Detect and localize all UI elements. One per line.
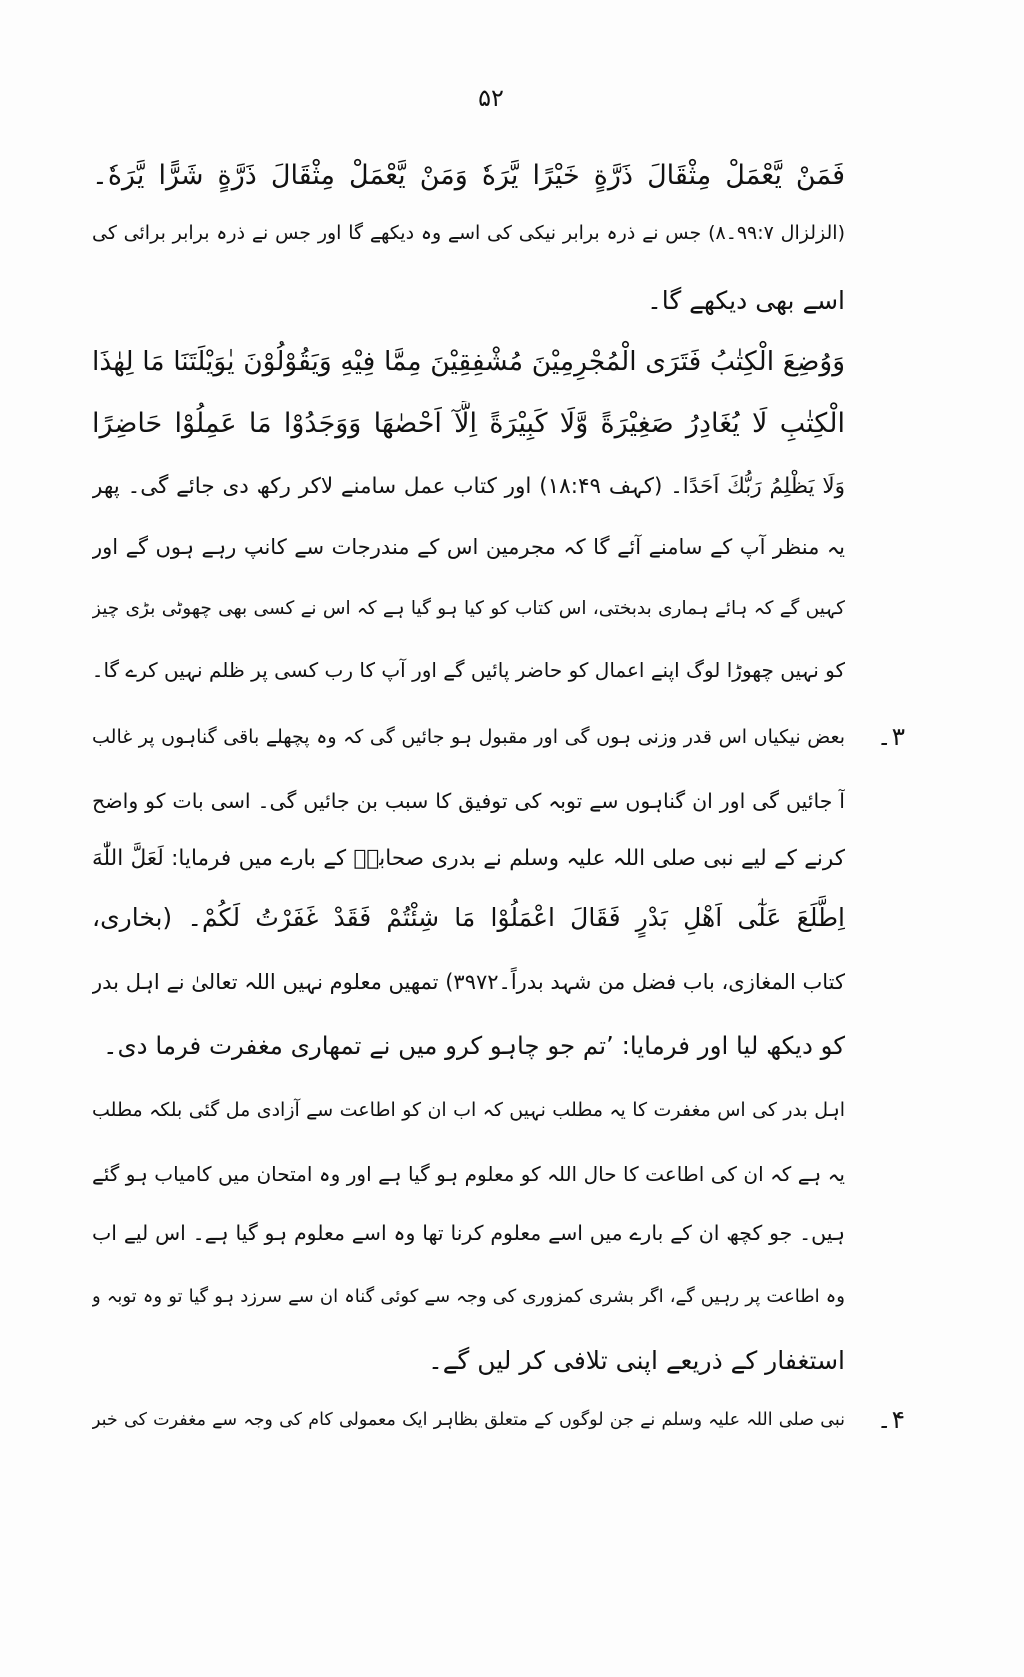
list-item-number: ۴۔ [876, 1405, 905, 1434]
paragraph-line: اہل بدر کی اس مغفرت کا یہ مطلب نہیں کہ اب ان کو اطاعت سے آزادی مل گئی بلکہ مطلب [92, 1099, 845, 1121]
paragraph-line: استغفار کے ذریعے اپنی تلافی کر لیں گے۔ [428, 1346, 845, 1375]
list-item-line: بعض نیکیاں اس قدر وزنی ہوں گی اور مقبول ہو جائیں گی کہ وہ پچھلے باقی گناہوں پر غالب [92, 726, 845, 748]
translation-line: (الزلزال ۹۹:۷۔۸) جس نے ذرہ برابر نیکی کی اسے وہ دیکھے گا اور جس نے ذرہ برابر برائی کی [92, 222, 845, 244]
list-item-number: ۳۔ [876, 722, 905, 751]
paragraph-line: وہ اطاعت پر رہیں گے، اگر بشری کمزوری کی وجہ سے کوئی گناہ ان سے سرزد ہو گیا تو وہ توبہ و [92, 1286, 845, 1307]
list-item-line: نبی صلی اللہ علیہ وسلم نے جن لوگوں کے متعلق بظاہر ایک معمولی کام کی وجہ سے مغفرت کی خبر [92, 1410, 845, 1430]
list-item-line: کتاب المغازی، باب فضل من شہد بدراً۔۳۹۷۲) تمھیں معلوم نہیں اللہ تعالیٰ نے اہل بدر [92, 970, 845, 994]
quran-verse-line: وَوُضِعَ الْكِتٰبُ فَتَرَى الْمُجْرِمِيْنَ مُشْفِقِيْنَ مِمَّا فِيْهِ وَيَقُوْلُوْنَ يٰوَيْلَتَنَا مَا لِهٰذَا [92, 346, 845, 377]
list-item-line: اِطَّلَعَ عَلٰٓى اَهْلِ بَدْرٍ فَقَالَ اعْمَلُوْا مَا شِئْتُمْ فَقَدْ غَفَرْتُ لَكُمْ۔ (بخاری، [92, 903, 845, 932]
page-number: ۵۲ [478, 84, 504, 112]
list-item-line: آ جائیں گی اور ان گناہوں سے توبہ کی توفیق کا سبب بن جائیں گی۔ اسی بات کو واضح [92, 789, 845, 813]
paragraph-line: وَلَا يَظْلِمُ رَبُّكَ اَحَدًا۔ (کہف ۱۸:۴۹) اور کتاب عمل سامنے لاکر رکھ دی جائے گی۔ پھر [92, 474, 845, 499]
list-item-line: کرنے کے لیے نبی صلی اللہ علیہ وسلم نے بدری صحابہؓ کے بارے میں فرمایا: لَعَلَّ اللّٰهَ [92, 846, 845, 871]
paragraph-line: ہیں۔ جو کچھ ان کے بارے میں اسے معلوم کرنا تھا وہ اسے معلوم ہو گیا ہے۔ اس لیے اب [92, 1221, 845, 1245]
list-item-line: کو دیکھ لیا اور فرمایا: ’تم جو چاہو کرو میں نے تمھاری مغفرت فرما دی۔ [103, 1031, 845, 1060]
paragraph-line: کو نہیں چھوڑا لوگ اپنے اعمال کو حاضر پائیں گے اور آپ کا رب کسی پر ظلم نہیں کرے گا۔ [92, 658, 845, 682]
translation-line: اسے بھی دیکھے گا۔ [647, 286, 845, 315]
paragraph-line: یہ منظر آپ کے سامنے آئے گا کہ مجرمین اس کے مندرجات سے کانپ رہے ہوں گے اور [92, 535, 845, 559]
paragraph-line: یہ ہے کہ ان کی اطاعت کا حال اللہ کو معلوم ہو گیا ہے اور وہ امتحان میں کامیاب ہو گئے [92, 1162, 845, 1186]
paragraph-line: کہیں گے کہ ہائے ہماری بدبختی، اس کتاب کو کیا ہو گیا ہے کہ اس نے کسی بھی چھوٹی بڑی چیز [92, 598, 845, 619]
quran-verse-line: الْكِتٰبِ لَا يُغَادِرُ صَغِيْرَةً وَّلَا كَبِيْرَةً اِلَّآ اَحْصٰهَا وَوَجَدُوْا مَا عَمِلُوْا حَاضِرًا [92, 408, 845, 439]
quran-verse-line: فَمَنْ يَّعْمَلْ مِثْقَالَ ذَرَّةٍ خَيْرًا يَّرَهٗ وَمَنْ يَّعْمَلْ مِثْقَالَ ذَرَّةٍ شَرًّا يَّرَهٗ۔ [92, 160, 845, 191]
